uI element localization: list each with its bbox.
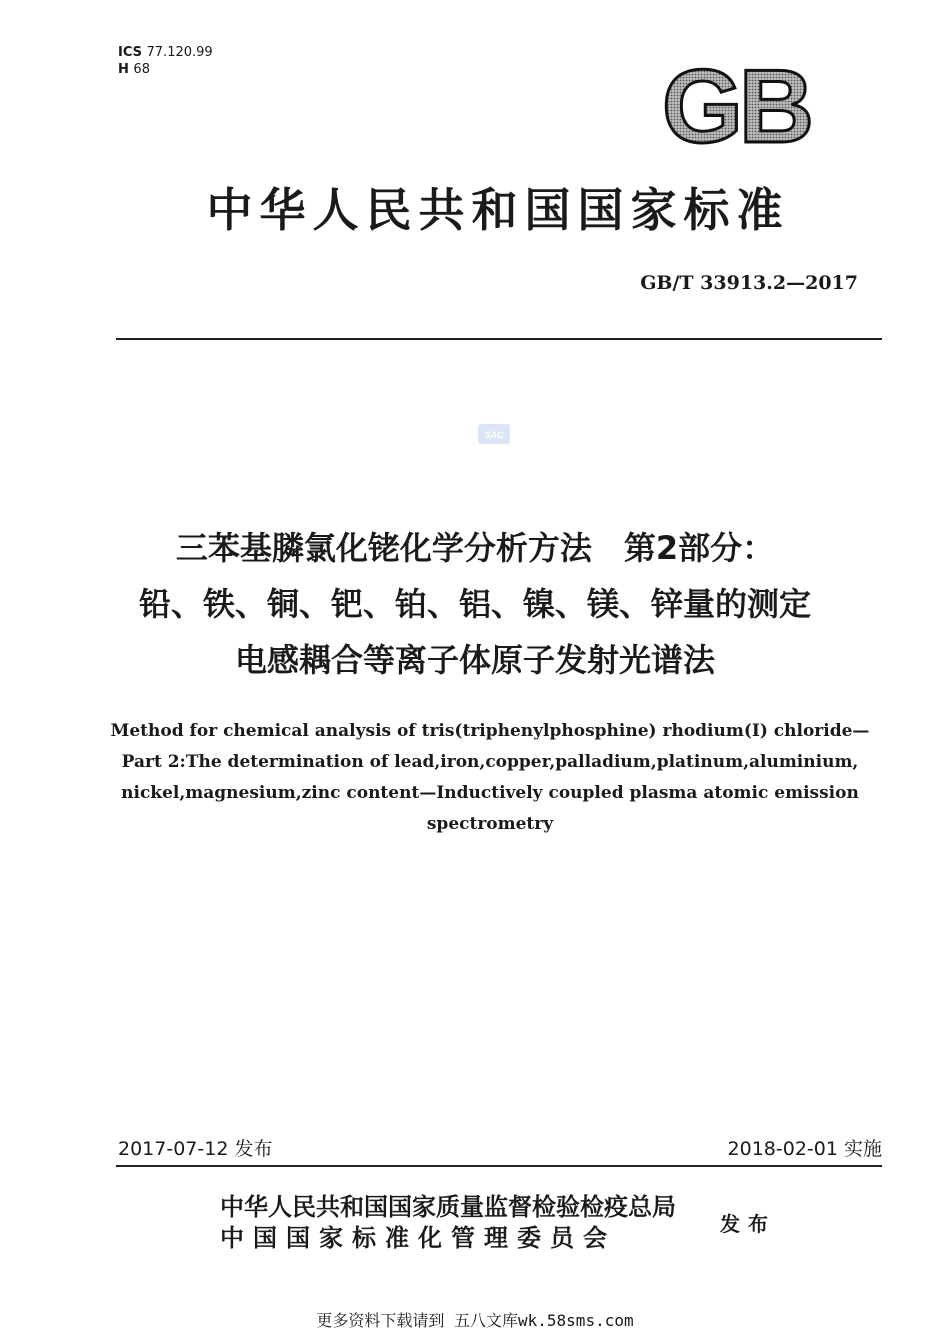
standard-number: GB/T 33913.2—2017 xyxy=(640,272,858,294)
issuing-authorities xyxy=(220,1192,676,1254)
implementation-date: 2018-02-01 实施 xyxy=(727,1138,882,1160)
top-divider xyxy=(116,338,882,340)
ccs-code: H 68 xyxy=(118,62,150,77)
cn-title-line: 三苯基膦氯化铑化学分析方法 第2部分： xyxy=(175,529,775,567)
svg-text:GB: GB xyxy=(662,58,810,150)
en-title-line: nickel,magnesium,zinc content—Inductively coupled plasma atomic emission xyxy=(121,783,859,803)
en-title-line: spectrometry xyxy=(426,814,554,834)
document-title-en xyxy=(100,716,880,840)
ics-code: ICS 77.120.99 xyxy=(118,45,213,60)
issue-date: 2017-07-12 发布 xyxy=(118,1138,273,1160)
classification-codes xyxy=(118,44,213,78)
cn-title-line: 电感耦合等离子体原子发射光谱法 xyxy=(234,641,715,679)
issuer-sac: 中国国家标准化管理委员会 xyxy=(220,1224,616,1252)
document-title-cn xyxy=(100,520,850,688)
en-title-line: Part 2:The determination of lead,iron,copper,palladium,platinum,aluminium, xyxy=(121,752,859,772)
sac-watermark-text: SAC xyxy=(484,430,504,440)
footer-download-link[interactable]: 更多资料下载请到 五八文库wk.58sms.com xyxy=(316,1311,634,1330)
bottom-divider xyxy=(116,1165,882,1167)
issuer-aqsiq: 中华人民共和国国家质量监督检验检疫总局 xyxy=(220,1193,676,1221)
en-title-line: Method for chemical analysis of tris(triphenylphosphine) rhodium(I) chloride— xyxy=(110,721,870,741)
sac-watermark-icon xyxy=(478,424,510,444)
national-standard-title: 中华人民共和国国家标准 xyxy=(206,183,790,237)
cn-title-line: 铅、铁、铜、钯、铂、铝、镍、镁、锌量的测定 xyxy=(138,585,811,623)
publish-label: 发布 xyxy=(720,1212,776,1236)
gb-logo-icon xyxy=(640,58,832,150)
